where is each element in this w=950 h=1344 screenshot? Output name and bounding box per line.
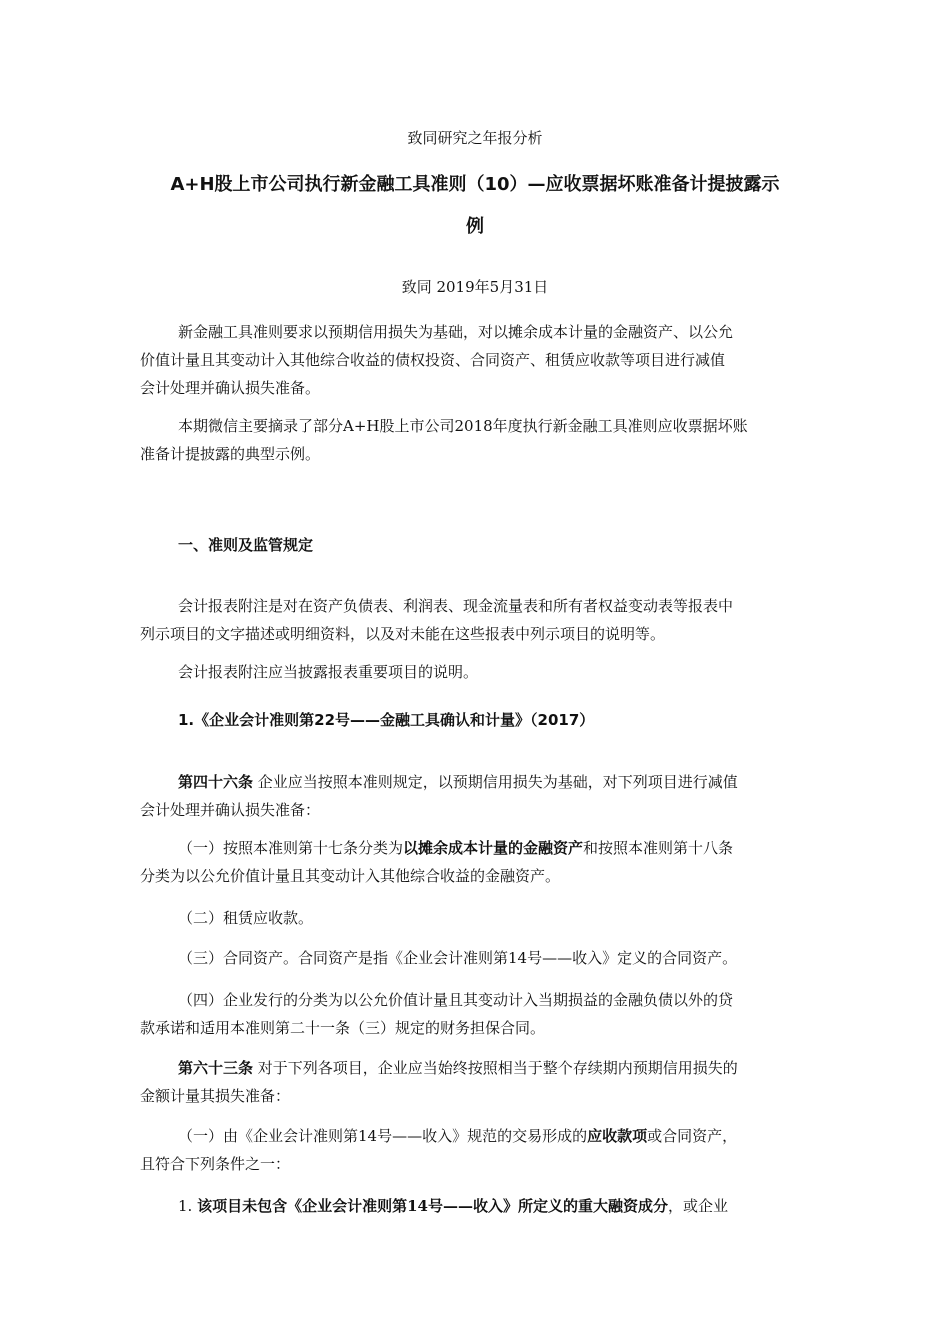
article46-item1-line2: 分类为以公允价值计量且其变动计入其他综合收益的金融资产。 xyxy=(140,867,561,885)
a63-item1-pre: （一）由《企业会计准则第14号——收入》规范的交易形成的 xyxy=(178,1127,588,1145)
condition1-bold: 该项目未包含《企业会计准则第14号——收入》所定义的重大融资成分 xyxy=(197,1197,668,1215)
item1-pre: （一）按照本准则第十七条分类为 xyxy=(178,839,404,857)
report-header: 致同研究之年报分析 xyxy=(407,129,543,147)
article46-label: 第四十六条 xyxy=(178,773,254,791)
article46-item2: （二）租赁应收款。 xyxy=(178,909,314,927)
article46-line2: 会计处理并确认损失准备： xyxy=(140,801,321,819)
document-title-line2: 例 xyxy=(466,216,484,237)
article46-item1-line1 xyxy=(178,838,810,858)
intro-paragraph1-line1: 新金融工具准则要求以预期信用损失为基础，对以摊余成本计量的金融资产、以公允 xyxy=(178,323,734,341)
article63-label: 第六十三条 xyxy=(178,1059,254,1077)
article46-line1 xyxy=(178,772,810,792)
article63-line2: 金额计量其损失准备： xyxy=(140,1087,291,1105)
section1-paragraph1-line2: 列示项目的文字描述或明细资料，以及对未能在这些报表中列示项目的说明等。 xyxy=(140,625,666,643)
byline: 致同 2019年5月31日 xyxy=(401,278,549,296)
a63-item1-bold: 应收款项 xyxy=(587,1127,648,1145)
article63-item1-line2: 且符合下列条件之一： xyxy=(140,1155,291,1173)
condition1-post: ，或企业 xyxy=(667,1197,728,1215)
intro-paragraph1-line2: 价值计量且其变动计入其他综合收益的债权投资、合同资产、租赁应收款等项目进行减值 xyxy=(140,351,726,369)
article46-item4-line1: （四）企业发行的分类为以公允价值计量且其变动计入当期损益的金融负债以外的贷 xyxy=(178,991,734,1009)
condition1-line xyxy=(178,1196,810,1216)
item1-post: 和按照本准则第十八条 xyxy=(583,839,734,857)
intro-paragraph2-line2: 准备计提披露的典型示例。 xyxy=(140,445,321,463)
document-title-line1: A+H股上市公司执行新金融工具准则（10）—应收票据坏账准备计提披露示 xyxy=(170,174,780,195)
intro-paragraph2-line1: 本期微信主要摘录了部分A+H股上市公司2018年度执行新金融工具准则应收票据坏账 xyxy=(178,417,748,435)
a63-item1-post: 或合同资产， xyxy=(647,1127,738,1145)
article63-text: 对于下列各项目，企业应当始终按照相当于整个存续期内预期信用损失的 xyxy=(257,1059,738,1077)
intro-paragraph1-line3: 会计处理并确认损失准备。 xyxy=(140,379,321,397)
section1-paragraph1-line1: 会计报表附注是对在资产负债表、利润表、现金流量表和所有者权益变动表等报表中 xyxy=(178,597,734,615)
section1-heading: 一、准则及监管规定 xyxy=(178,536,314,554)
article46-item3: （三）合同资产。合同资产是指《企业会计准则第14号——收入》定义的合同资产。 xyxy=(178,949,738,967)
article63-item1-line1 xyxy=(178,1126,810,1146)
subsection1-heading: 1.《企业会计准则第22号——金融工具确认和计量》（2017） xyxy=(178,711,595,729)
section1-paragraph2: 会计报表附注应当披露报表重要项目的说明。 xyxy=(178,663,479,681)
condition1-number: 1. xyxy=(178,1197,193,1215)
article46-text: 企业应当按照本准则规定，以预期信用损失为基础，对下列项目进行减值 xyxy=(257,773,738,791)
article46-item4-line2: 款承诺和适用本准则第二十一条（三）规定的财务担保合同。 xyxy=(140,1019,546,1037)
item1-bold: 以摊余成本计量的金融资产 xyxy=(403,839,584,857)
article63-line1 xyxy=(178,1058,810,1078)
